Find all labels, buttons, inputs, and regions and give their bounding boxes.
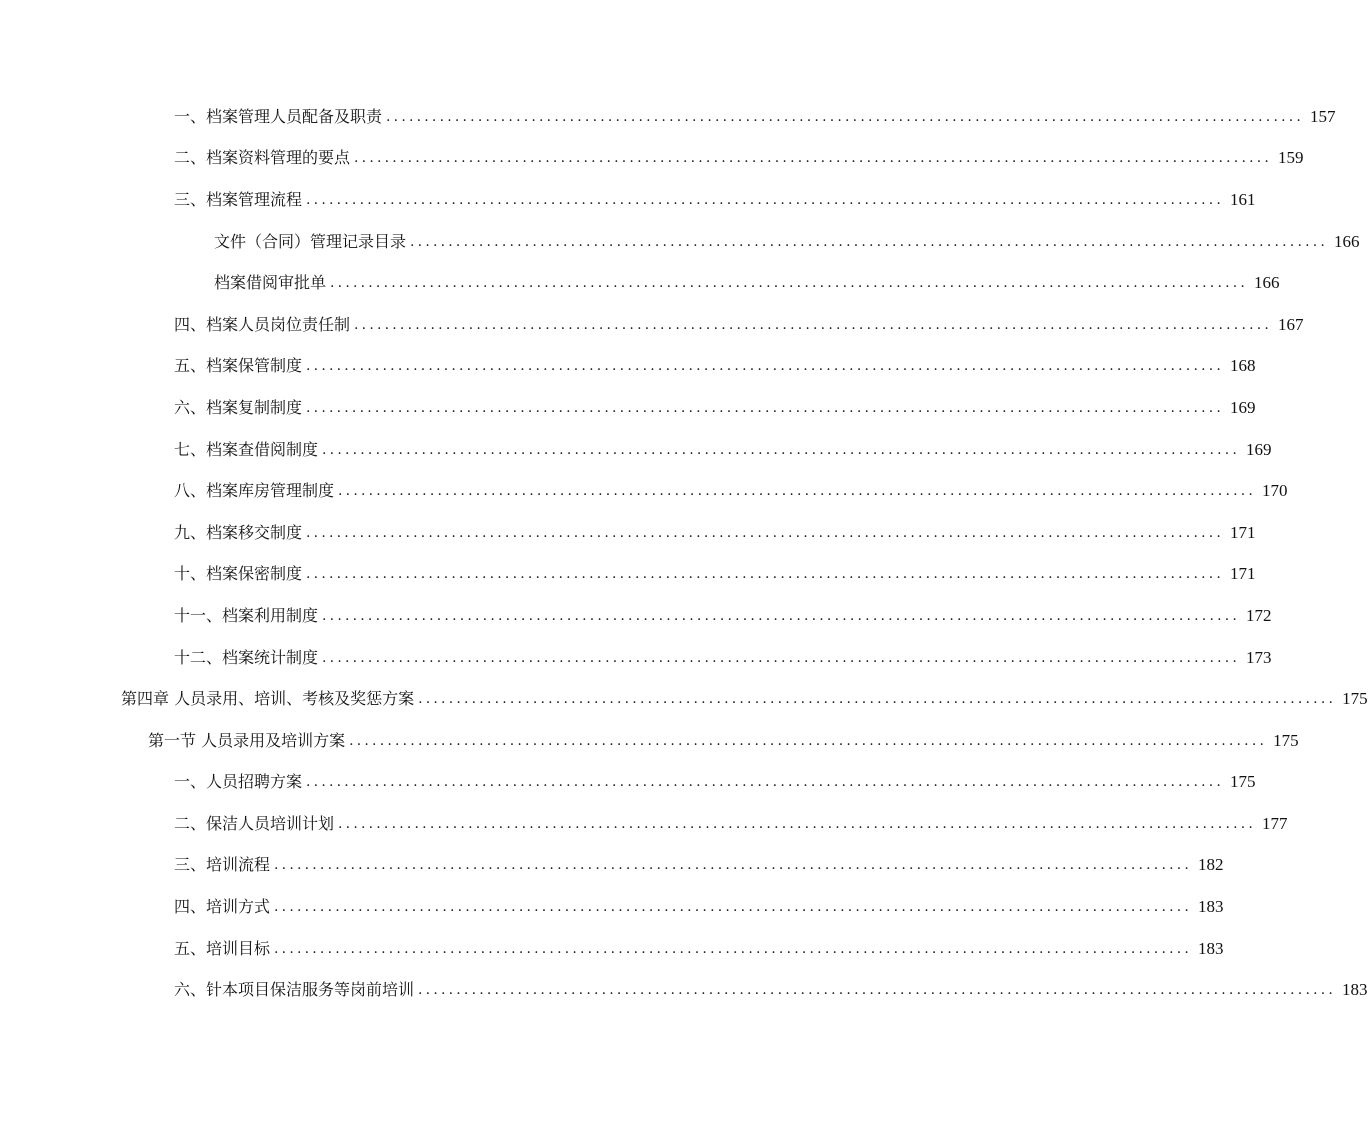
- toc-entry-title: 十一、档案利用制度: [174, 605, 319, 625]
- dot-leader: ........................................................................................................................: [274, 857, 1193, 874]
- dot-leader: ........................................................................................................................: [349, 732, 1268, 749]
- dot-leader: ........................................................................................................................: [330, 275, 1249, 292]
- toc-entry-page: 166: [1334, 231, 1360, 251]
- toc-entry-title: 十、档案保密制度: [174, 564, 303, 584]
- dot-leader: ........................................................................................................................: [306, 524, 1225, 541]
- toc-entry[interactable]: [0, 886, 1224, 928]
- dot-leader: ........................................................................................................................: [306, 566, 1225, 583]
- toc-entry-title: 五、档案保管制度: [174, 356, 303, 376]
- toc-entry-page: 183: [1198, 897, 1224, 917]
- toc-entry-page: 170: [1262, 481, 1288, 501]
- toc-entry-title: 二、保洁人员培训计划: [174, 813, 335, 833]
- toc-entry-page: 177: [1262, 813, 1288, 833]
- dot-leader: ........................................................................................................................: [306, 191, 1225, 208]
- toc-entry[interactable]: [0, 429, 1272, 471]
- toc-entry-title: 六、档案复制制度: [174, 397, 303, 417]
- toc-entry[interactable]: [0, 470, 1288, 512]
- dot-leader: ........................................................................................................................: [322, 441, 1241, 458]
- toc-entry-title: 二、档案资料管理的要点: [174, 148, 351, 168]
- toc-entry[interactable]: [0, 138, 1304, 180]
- toc-entry-page: 175: [1273, 730, 1299, 750]
- dot-leader: ........................................................................................................................: [418, 982, 1337, 999]
- toc-entry-title: 档案借阅审批单: [214, 273, 327, 293]
- dot-leader: ........................................................................................................................: [410, 233, 1329, 250]
- dot-leader: ........................................................................................................................: [274, 899, 1193, 916]
- toc-entry-title: 文件（合同）管理记录目录: [214, 231, 407, 251]
- dot-leader: ........................................................................................................................: [322, 607, 1241, 624]
- toc-entry[interactable]: [0, 637, 1272, 679]
- toc-entry[interactable]: [0, 512, 1256, 554]
- toc-entry[interactable]: [0, 179, 1256, 221]
- toc-entry-page: 182: [1198, 855, 1224, 875]
- toc-entry-page: 183: [1198, 938, 1224, 958]
- toc-entry-page: 169: [1246, 439, 1272, 459]
- dot-leader: ........................................................................................................................: [338, 483, 1257, 500]
- toc-entry-page: 166: [1254, 273, 1280, 293]
- toc-entry-title: 一、档案管理人员配备及职责: [174, 106, 383, 126]
- toc-entry-title: 一、人员招聘方案: [174, 772, 303, 792]
- toc-entry[interactable]: [0, 595, 1272, 637]
- toc-entry[interactable]: [0, 762, 1256, 804]
- toc-entry-title: 九、档案移交制度: [174, 522, 303, 542]
- dot-leader: ........................................................................................................................: [322, 649, 1241, 666]
- toc-entry[interactable]: [0, 96, 1336, 138]
- toc-entry[interactable]: [0, 928, 1224, 970]
- toc-entry-title: 四、档案人员岗位责任制: [174, 314, 351, 334]
- toc-entry[interactable]: [0, 221, 1360, 263]
- toc-entry[interactable]: [0, 346, 1256, 388]
- toc-entry[interactable]: [0, 262, 1280, 304]
- toc-entry-page: 173: [1246, 647, 1272, 667]
- toc-entry-page: 168: [1230, 356, 1256, 376]
- toc-entry-title: 三、档案管理流程: [174, 189, 303, 209]
- dot-leader: ........................................................................................................................: [306, 774, 1225, 791]
- toc-entry[interactable]: [0, 720, 1299, 762]
- dot-leader: ........................................................................................................................: [386, 108, 1305, 125]
- toc-entry-title: 第一节 人员录用及培训方案: [148, 730, 346, 750]
- dot-leader: ........................................................................................................................: [354, 316, 1273, 333]
- toc-entry-page: 161: [1230, 189, 1256, 209]
- toc-entry-page: 159: [1278, 148, 1304, 168]
- toc-entry-page: 183: [1342, 980, 1368, 1000]
- toc-entry-title: 六、针本项目保洁服务等岗前培训: [174, 980, 415, 1000]
- toc-entry[interactable]: [0, 845, 1224, 887]
- dot-leader: ........................................................................................................................: [338, 815, 1257, 832]
- dot-leader: ........................................................................................................................: [418, 691, 1337, 708]
- toc-entry-page: 167: [1278, 314, 1304, 334]
- toc-entry[interactable]: [0, 803, 1288, 845]
- toc-entry-page: 157: [1310, 106, 1336, 126]
- toc-entry-title: 三、培训流程: [174, 855, 271, 875]
- dot-leader: ........................................................................................................................: [306, 399, 1225, 416]
- toc-entry[interactable]: [0, 387, 1256, 429]
- dot-leader: ........................................................................................................................: [354, 150, 1273, 167]
- toc-entry-title: 八、档案库房管理制度: [174, 481, 335, 501]
- toc-entry[interactable]: [0, 969, 1368, 1011]
- toc-entry-title: 五、培训目标: [174, 938, 271, 958]
- toc-entry-page: 171: [1230, 564, 1256, 584]
- toc-entry-page: 169: [1230, 397, 1256, 417]
- toc-entry-title: 七、档案查借阅制度: [174, 439, 319, 459]
- toc-entry-title: 第四章 人员录用、培训、考核及奖惩方案: [121, 689, 415, 709]
- toc-entry[interactable]: [0, 304, 1304, 346]
- toc-entry-title: 十二、档案统计制度: [174, 647, 319, 667]
- toc-entry[interactable]: [0, 678, 1368, 720]
- toc-entry-title: 四、培训方式: [174, 897, 271, 917]
- toc-entry-page: 172: [1246, 605, 1272, 625]
- dot-leader: ........................................................................................................................: [274, 940, 1193, 957]
- dot-leader: ........................................................................................................................: [306, 358, 1225, 375]
- toc-entry-page: 175: [1230, 772, 1256, 792]
- toc-entry[interactable]: [0, 554, 1256, 596]
- toc-entry-page: 175: [1342, 689, 1368, 709]
- toc-entry-page: 171: [1230, 522, 1256, 542]
- table-of-contents: [0, 96, 1368, 1011]
